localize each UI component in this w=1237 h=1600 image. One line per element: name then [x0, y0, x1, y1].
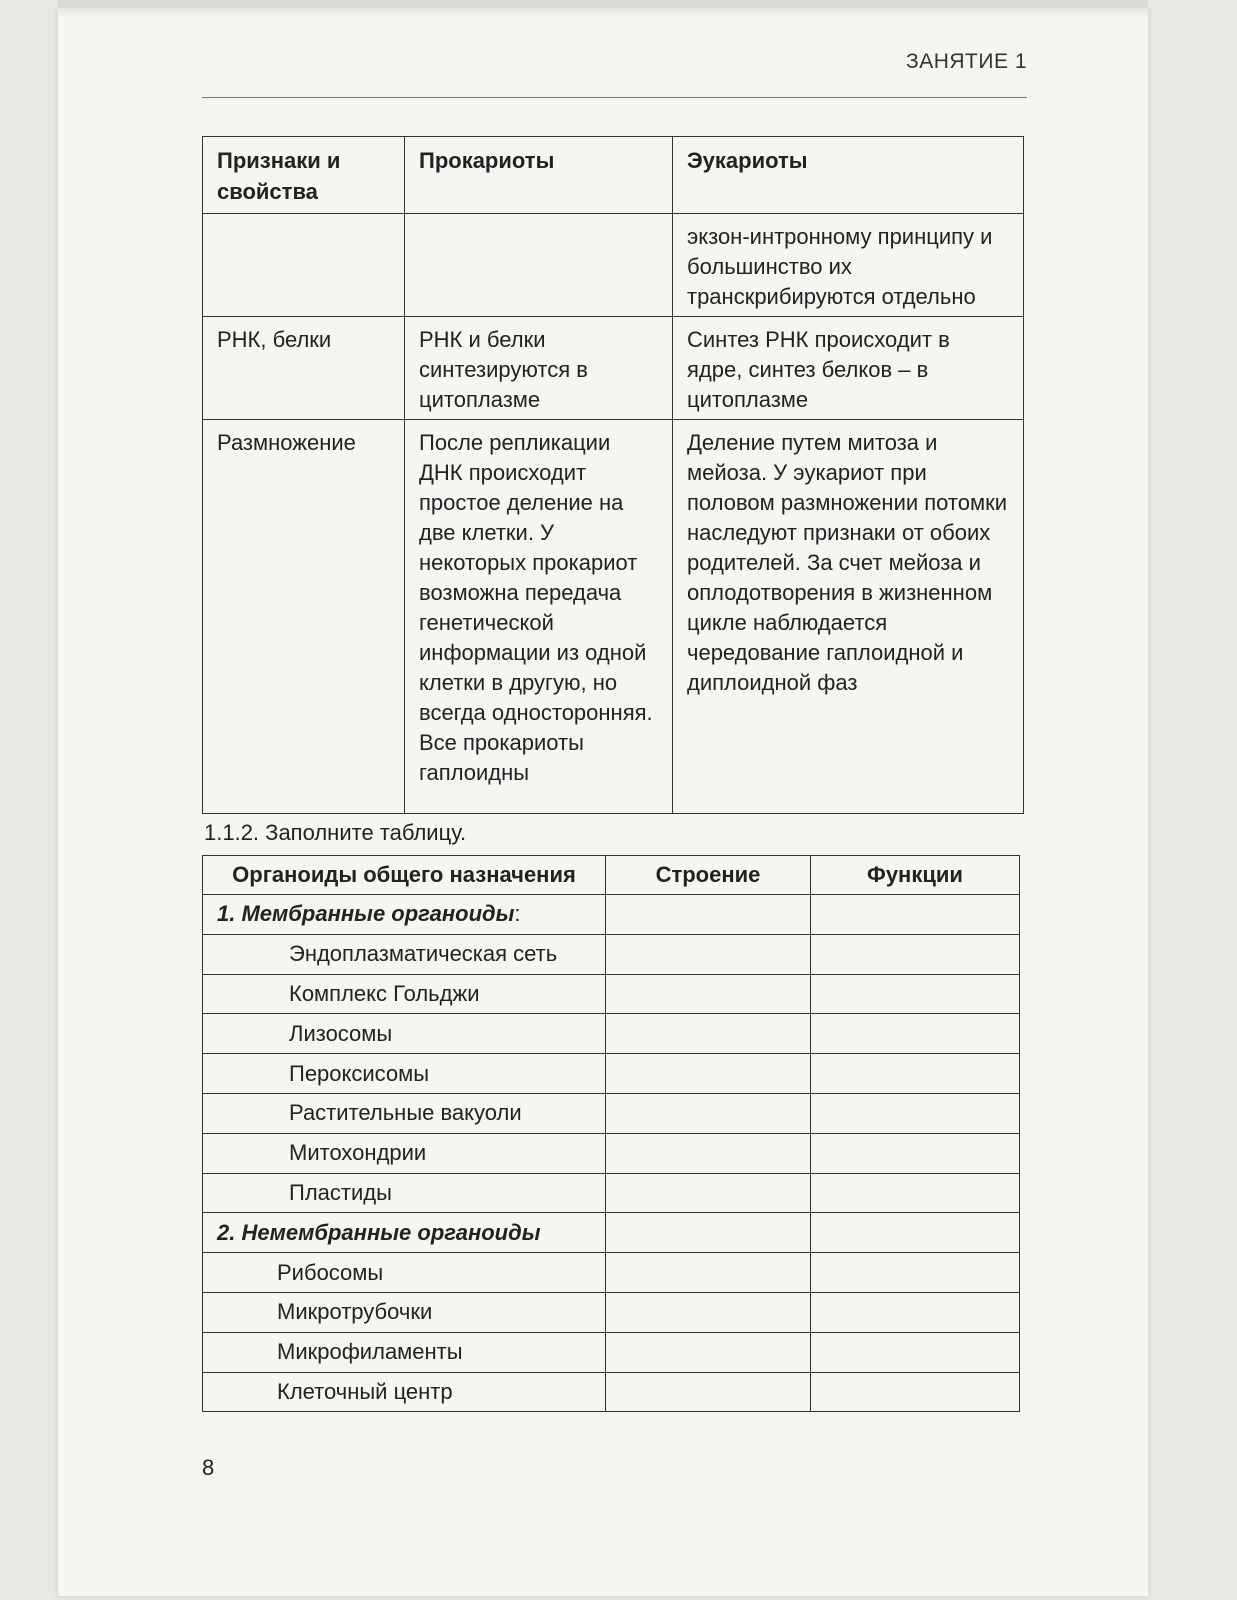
structure-cell	[606, 895, 811, 935]
organoid-name: Микротрубочки	[203, 1292, 606, 1332]
table-row	[203, 1292, 1020, 1332]
function-cell	[811, 1332, 1020, 1372]
structure-cell	[606, 1014, 811, 1054]
function-cell	[811, 974, 1020, 1014]
table-header-row	[203, 137, 1024, 214]
table-cell: После репликации ДНК происходит простое деление на две клетки. У некоторых прокариот возможна передача генетической информации из одной клетки в другую, но всегда односторонняя. Все прокариоты гаплоидны	[405, 420, 673, 814]
structure-cell	[606, 1093, 811, 1133]
running-header	[202, 50, 1027, 98]
category-title: 1. Мембранные органоиды	[217, 901, 515, 927]
organoid-name: Эндоплазматическая сеть	[203, 934, 606, 974]
category-row	[203, 895, 1020, 935]
table-row	[203, 1253, 1020, 1293]
organoid-table	[202, 855, 1020, 1412]
organoid-name: Микрофиламенты	[203, 1332, 606, 1372]
table-row	[203, 1133, 1020, 1173]
table-cell: экзон-интронному принципу и большинство их транскрибируются отдельно	[673, 214, 1024, 317]
column-header: Органоиды общего назначения	[203, 856, 606, 895]
structure-cell	[606, 1054, 811, 1094]
page-number: 8	[202, 1455, 215, 1480]
table-row	[203, 1173, 1020, 1213]
structure-cell	[606, 1213, 811, 1253]
table-cell: Размножение	[203, 420, 405, 814]
structure-cell	[606, 1253, 811, 1293]
structure-cell	[606, 1332, 811, 1372]
function-cell	[811, 1213, 1020, 1253]
structure-cell	[606, 1173, 811, 1213]
organoid-name: Комплекс Гольджи	[203, 974, 606, 1014]
column-header: Эукариоты	[673, 137, 1024, 214]
table-cell: РНК и белки синтезируются в цитоплазме	[405, 317, 673, 420]
page-top-edge	[58, 0, 1148, 18]
function-cell	[811, 1054, 1020, 1094]
organoid-name: Рибосомы	[203, 1253, 606, 1293]
table-cell	[405, 214, 673, 317]
comparison-table	[202, 136, 1024, 814]
structure-cell	[606, 1292, 811, 1332]
table-cell: Синтез РНК происходит в ядре, синтез белков – в цитоплазме	[673, 317, 1024, 420]
table-row	[203, 974, 1020, 1014]
table-row	[203, 214, 1024, 317]
organoid-name: Пластиды	[203, 1173, 606, 1213]
section-label: 1.1.2. Заполните таблицу.	[204, 820, 467, 845]
function-cell	[811, 1133, 1020, 1173]
table-header-row	[203, 856, 1020, 895]
function-cell	[811, 1173, 1020, 1213]
structure-cell	[606, 1372, 811, 1412]
category-suffix: :	[514, 901, 521, 927]
table-row	[203, 934, 1020, 974]
header-title: ЗАНЯТИЕ 1	[906, 50, 1027, 73]
category-label	[203, 895, 606, 935]
function-cell	[811, 1014, 1020, 1054]
structure-cell	[606, 974, 811, 1014]
function-cell	[811, 1253, 1020, 1293]
function-cell	[811, 1093, 1020, 1133]
organoid-name: Растительные вакуоли	[203, 1093, 606, 1133]
header-rule	[202, 97, 1027, 98]
table-row	[203, 1093, 1020, 1133]
organoid-name: Клеточный центр	[203, 1372, 606, 1412]
table-cell: Деление путем митоза и мейоза. У эукариот при половом размножении потомки наследуют признаки от обоих родителей. За счет мейоза и оплодотворения в жизненном цикле наблюдается чередование гаплоидной и диплоидной фаз	[673, 420, 1024, 814]
category-row	[203, 1213, 1020, 1253]
function-cell	[811, 1372, 1020, 1412]
structure-cell	[606, 934, 811, 974]
organoid-name: Пероксисомы	[203, 1054, 606, 1094]
function-cell	[811, 895, 1020, 935]
table-row	[203, 1014, 1020, 1054]
table-row	[203, 1054, 1020, 1094]
table-cell	[203, 214, 405, 317]
column-header: Признаки и свойства	[203, 137, 405, 214]
table-row	[203, 1372, 1020, 1412]
function-cell	[811, 934, 1020, 974]
table-row	[203, 420, 1024, 814]
table-cell: РНК, белки	[203, 317, 405, 420]
function-cell	[811, 1292, 1020, 1332]
table-row	[203, 1332, 1020, 1372]
column-header: Функции	[811, 856, 1020, 895]
structure-cell	[606, 1133, 811, 1173]
column-header: Прокариоты	[405, 137, 673, 214]
organoid-name: Лизосомы	[203, 1014, 606, 1054]
table-row	[203, 317, 1024, 420]
column-header: Строение	[606, 856, 811, 895]
organoid-name: Митохондрии	[203, 1133, 606, 1173]
category-title: 2. Немембранные органоиды	[203, 1213, 606, 1253]
